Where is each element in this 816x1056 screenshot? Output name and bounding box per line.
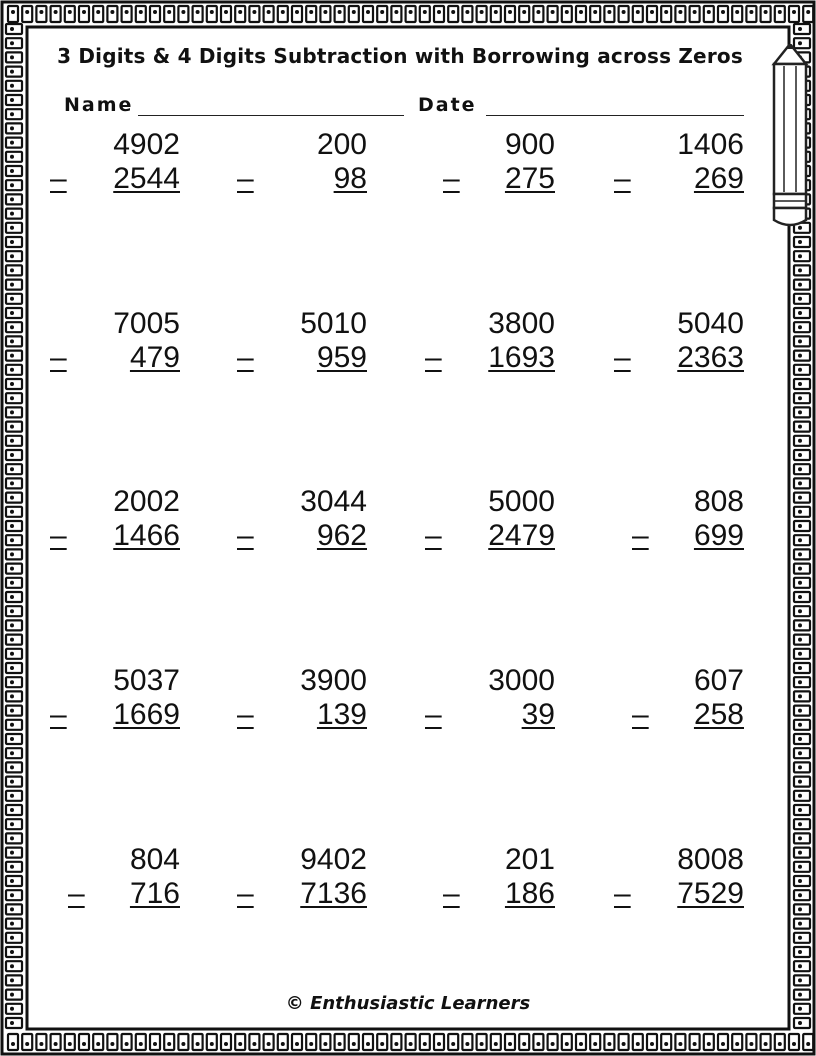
subtrahend: 269 (693, 162, 744, 195)
minuend: 5037 (113, 664, 180, 697)
minuend: 8008 (677, 843, 744, 876)
minus-sign: – (68, 877, 85, 910)
minus-sign: – (614, 162, 631, 195)
minuend: 804 (129, 843, 180, 876)
subtrahend: 98 (333, 162, 367, 195)
subtrahend: 186 (504, 877, 555, 910)
minus-sign: – (614, 877, 631, 910)
minuend: 5010 (300, 307, 367, 340)
subtraction-problem (237, 128, 367, 196)
subtrahend-row (614, 519, 744, 553)
subtraction-problem (425, 664, 555, 732)
subtrahend-row (614, 877, 744, 911)
minuend: 7005 (113, 307, 180, 340)
minus-sign: – (237, 341, 254, 374)
subtrahend: 699 (693, 519, 744, 552)
subtrahend: 1669 (113, 698, 180, 731)
subtrahend: 2544 (113, 162, 180, 195)
date-line[interactable] (486, 115, 744, 116)
subtraction-problem (425, 307, 555, 375)
subtrahend: 258 (693, 698, 744, 731)
minus-sign: – (425, 341, 442, 374)
subtrahend-row (614, 162, 744, 196)
subtraction-problem (614, 485, 744, 553)
subtrahend-row (50, 162, 180, 196)
subtrahend-row (425, 877, 555, 911)
minuend: 200 (316, 128, 367, 161)
minuend: 201 (504, 843, 555, 876)
subtraction-problem (50, 664, 180, 732)
subtraction-problem (50, 843, 180, 911)
minus-sign: – (425, 519, 442, 552)
minus-sign: – (443, 162, 460, 195)
subtraction-problem (237, 843, 367, 911)
minus-sign: – (237, 698, 254, 731)
subtrahend-row (50, 341, 180, 375)
subtrahend: 7136 (300, 877, 367, 910)
subtrahend: 139 (316, 698, 367, 731)
subtraction-problem (614, 843, 744, 911)
date-label: Date (418, 94, 477, 116)
minus-sign: – (50, 519, 67, 552)
subtraction-problem (50, 128, 180, 196)
subtrahend-row (237, 698, 367, 732)
subtrahend-row (50, 698, 180, 732)
subtraction-problem (614, 128, 744, 196)
subtrahend-row (50, 877, 180, 911)
subtrahend: 1693 (488, 341, 555, 374)
minuend: 3044 (300, 485, 367, 518)
subtraction-problem (50, 307, 180, 375)
minus-sign: – (632, 519, 649, 552)
subtrahend: 7529 (677, 877, 744, 910)
subtrahend-row (237, 519, 367, 553)
minuend: 3900 (300, 664, 367, 697)
minuend: 5040 (677, 307, 744, 340)
name-label: Name (64, 94, 134, 116)
minus-sign: – (237, 519, 254, 552)
minus-sign: – (237, 877, 254, 910)
subtraction-problem (614, 307, 744, 375)
minuend: 607 (693, 664, 744, 697)
subtraction-problem (237, 307, 367, 375)
minus-sign: – (237, 162, 254, 195)
subtrahend-row (237, 162, 367, 196)
subtrahend: 479 (129, 341, 180, 374)
minuend: 900 (504, 128, 555, 161)
subtrahend: 2479 (488, 519, 555, 552)
subtrahend-row (425, 698, 555, 732)
minuend: 5000 (488, 485, 555, 518)
copyright-footer: © Enthusiastic Learners (285, 993, 531, 1014)
subtraction-problem (614, 664, 744, 732)
subtrahend-row (425, 519, 555, 553)
pencil-icon (768, 44, 812, 234)
minuend: 3000 (488, 664, 555, 697)
name-line[interactable] (138, 115, 404, 116)
minus-sign: – (50, 698, 67, 731)
subtrahend-row (237, 877, 367, 911)
subtraction-problem (50, 485, 180, 553)
subtrahend: 1466 (113, 519, 180, 552)
minuend: 808 (693, 485, 744, 518)
minus-sign: – (632, 698, 649, 731)
subtrahend: 2363 (677, 341, 744, 374)
subtrahend-row (425, 162, 555, 196)
worksheet-title: 3 Digits & 4 Digits Subtraction with Borrowing across Zeros (57, 44, 743, 68)
subtrahend: 716 (129, 877, 180, 910)
subtrahend: 962 (316, 519, 367, 552)
minus-sign: – (50, 162, 67, 195)
minuend: 1406 (677, 128, 744, 161)
minus-sign: – (50, 341, 67, 374)
subtrahend-row (614, 341, 744, 375)
subtraction-problem (425, 485, 555, 553)
subtrahend-row (50, 519, 180, 553)
subtraction-problem (425, 128, 555, 196)
subtrahend: 275 (504, 162, 555, 195)
subtraction-problem (425, 843, 555, 911)
subtrahend: 959 (316, 341, 367, 374)
subtrahend-row (237, 341, 367, 375)
subtraction-problem (237, 664, 367, 732)
minuend: 3800 (488, 307, 555, 340)
minuend: 2002 (113, 485, 180, 518)
minus-sign: – (443, 877, 460, 910)
minuend: 9402 (300, 843, 367, 876)
subtrahend-row (425, 341, 555, 375)
minuend: 4902 (113, 128, 180, 161)
subtrahend-row (614, 698, 744, 732)
minus-sign: – (614, 341, 631, 374)
subtraction-problem (237, 485, 367, 553)
subtrahend: 39 (521, 698, 555, 731)
minus-sign: – (425, 698, 442, 731)
